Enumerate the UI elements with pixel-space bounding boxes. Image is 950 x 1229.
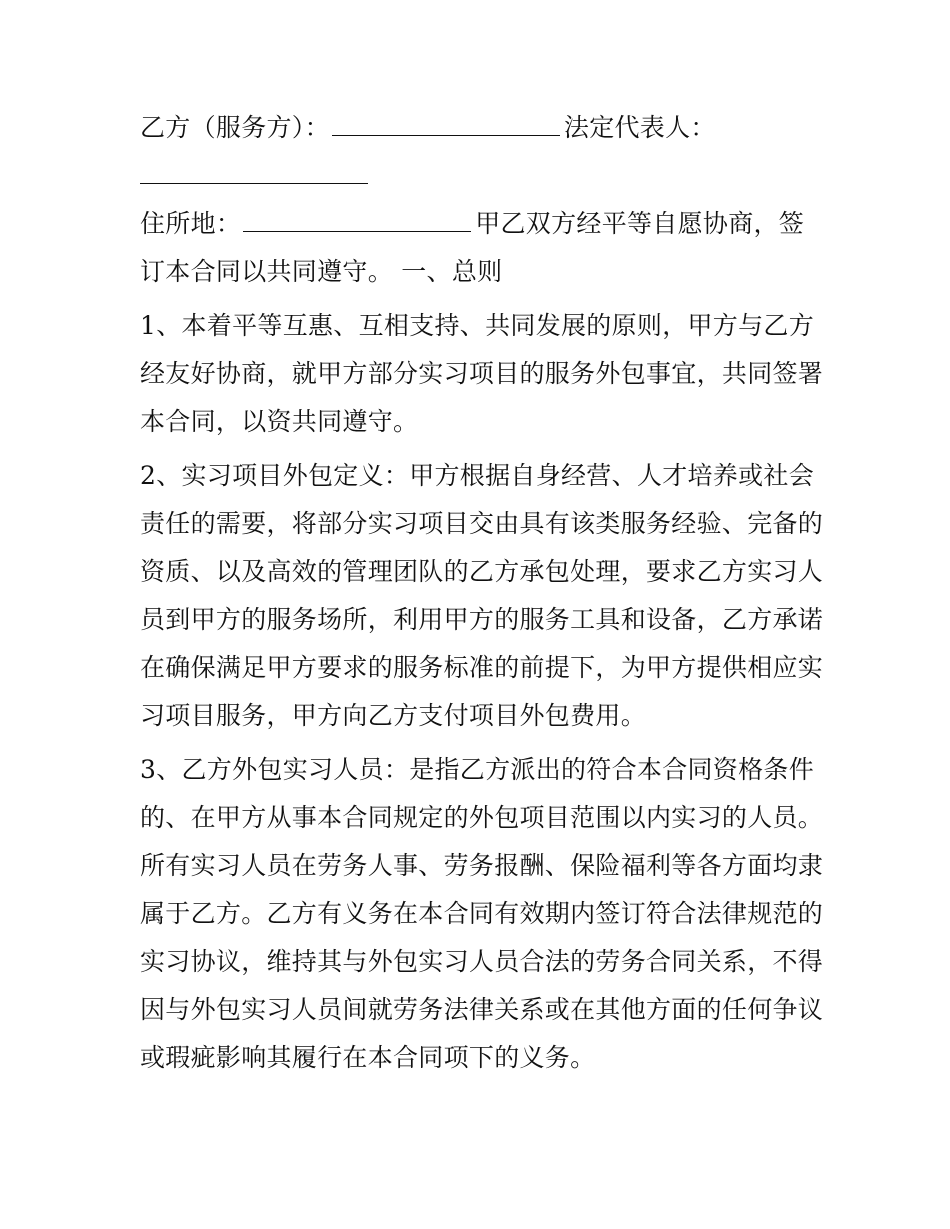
- party-b-name-blank: [332, 113, 560, 136]
- clause-line: 所有实习人员在劳务人事、劳务报酬、保险福利等各方面均隶: [140, 851, 824, 880]
- clause-line: 的、在甲方从事本合同规定的外包项目范围以内实习的人员。: [140, 803, 824, 832]
- clause-line: 2、实习项目外包定义：甲方根据自身经营、人才培养或社会: [140, 461, 815, 490]
- clause-line: 或瑕疵影响其履行在本合同项下的义务。: [140, 1043, 596, 1072]
- address-label: 住所地：: [140, 209, 242, 238]
- clause-line: 在确保满足甲方要求的服务标准的前提下，为甲方提供相应实: [140, 653, 824, 682]
- legal-rep-blank: [140, 161, 368, 184]
- legal-rep-line: [140, 152, 815, 200]
- clause-line: 责任的需要，将部分实习项目交由具有该类服务经验、完备的: [140, 509, 824, 538]
- legal-rep-label: 法定代表人：: [563, 113, 716, 142]
- clause-1: [140, 302, 824, 446]
- clause-line: 3、乙方外包实习人员：是指乙方派出的符合本合同资格条件: [140, 755, 815, 784]
- clause-line: 1、本着平等互惠、互相支持、共同发展的原则，甲方与乙方: [140, 311, 815, 340]
- clause-line: 经友好协商，就甲方部分实习项目的服务外包事宜，共同签署: [140, 359, 824, 388]
- clause-line: 习项目服务，甲方向乙方支付项目外包费用。: [140, 701, 647, 730]
- intro-line-2: 订本合同以共同遵守。 一、总则: [140, 257, 503, 286]
- clause-2: [140, 452, 824, 740]
- address-line: [140, 200, 815, 248]
- clause-line: 因与外包实习人员间就劳务法律关系或在其他方面的任何争议: [140, 995, 824, 1024]
- intro-text: 甲乙双方经平等自愿协商，签: [475, 209, 805, 238]
- clause-line: 属于乙方。乙方有义务在本合同有效期内签订符合法律规范的: [140, 899, 824, 928]
- clause-line: 资质、以及高效的管理团队的乙方承包处理，要求乙方实习人: [140, 557, 824, 586]
- contract-page: [140, 104, 824, 1082]
- clause-line: 员到甲方的服务场所，利用甲方的服务工具和设备，乙方承诺: [140, 605, 824, 634]
- clause-3: [140, 746, 824, 1082]
- clause-line: 实习协议，维持其与外包实习人员合法的劳务合同关系，不得: [140, 947, 824, 976]
- party-b-line: [140, 104, 815, 152]
- clause-line: 本合同，以资共同遵守。: [140, 407, 419, 436]
- party-b-label: 乙方（服务方）：: [140, 113, 330, 142]
- address-blank: [243, 209, 471, 232]
